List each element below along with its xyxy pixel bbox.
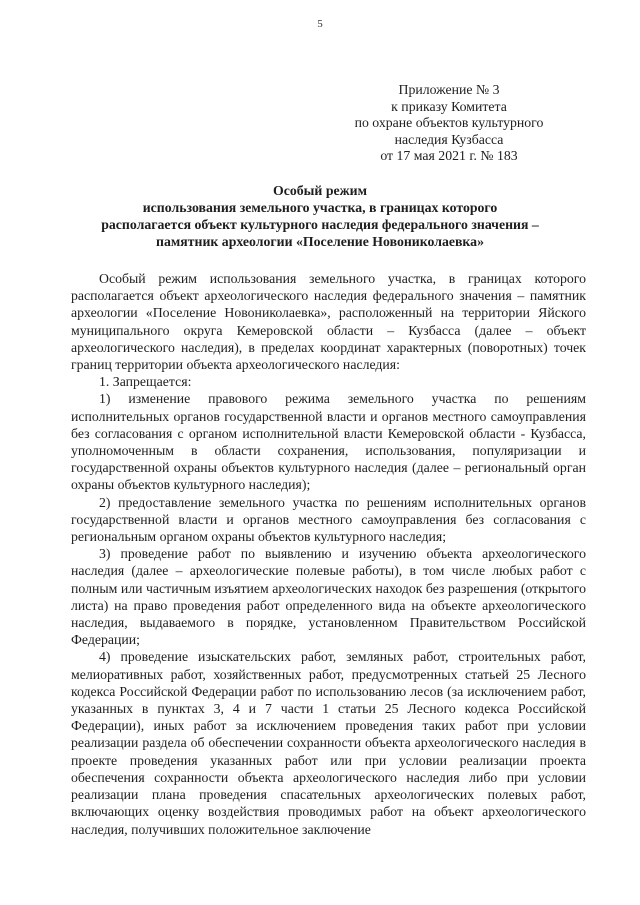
- section-heading: 1. Запрещается:: [99, 374, 192, 390]
- intro-paragraph: Особый режим использования земельного участка, в границах которого располагается объект археологического наследия федерального значения – памятник археологии «Поселение Новониколаевка», расположенный на территории Яйского муниципального округа Кемеровской области – Кузбасса (далее – объект археологического наследия), в пределах координат характерных (поворотных) точек границ территории объекта археологического наследия:: [71, 271, 586, 373]
- appendix-line: от 17 мая 2021 г. № 183: [380, 148, 518, 164]
- title-line: использования земельного участка, в границах которого: [142, 200, 498, 215]
- page-number: 5: [317, 18, 323, 30]
- appendix-line: к приказу Комитета: [391, 98, 507, 114]
- appendix-line: по охране объектов культурного: [354, 115, 544, 131]
- appendix-line: Приложение № 3: [398, 82, 500, 97]
- appendix-line: наследия Кузбасса: [394, 131, 504, 147]
- document-body: [71, 270, 586, 838]
- title-line: Особый режим: [273, 183, 367, 198]
- title-line: памятник археологии «Поселение Новониколаевка»: [156, 234, 484, 249]
- list-item: 2) предоставление земельного участка по решениям исполнительных органов государственной власти и органов местного самоуправления без согласования с региональным органом охраны объектов культурного наследия;: [71, 494, 586, 545]
- title-line: располагается объект культурного наследия федерального значения –: [101, 217, 539, 232]
- document-title: [0, 182, 640, 250]
- list-item: 3) проведение работ по выявлению и изучению объекта археологического наследия (далее – археологические полевые работы), в том числе любых работ с полным или частичным изъятием археологических находок без разрешения (открытого листа) на право проведения работ определенного вида на объекте археологического наследия, выдаваемого в порядке, установленном Правительством Российской Федерации;: [71, 546, 586, 648]
- list-item: 1) изменение правового режима земельного участка по решениям исполнительных органов государственной власти и органов местного самоуправления без согласования с органом исполнительной власти Кемеровской области - Кузбасса, уполномоченным в области сохранения, использования, популяризации и государственной охраны объектов культурного наследия (далее – региональный орган охраны объектов культурного наследия);: [71, 391, 586, 493]
- list-item: 4) проведение изыскательских работ, земляных работ, строительных работ, мелиоративных работ, хозяйственных работ, предусмотренных статьей 25 Лесного кодекса Российской Федерации работ по использованию лесов (за исключением работ, указанных в пунктах 3, 4 и 7 части 1 статьи 25 Лесного кодекса Российской Федерации), иных работ за исключением проведения таких работ при условии реализации раздела об обеспечении сохранности объекта археологического наследия в проекте проведения указанных работ или при условии реализации проекта обеспечения сохранности объекта археологического наследия либо при условии реализации плана проведения спасательных археологических полевых работ, включающих оценку воздействия проводимых работ на объект археологического наследия, получивших положительное заключение: [71, 649, 586, 837]
